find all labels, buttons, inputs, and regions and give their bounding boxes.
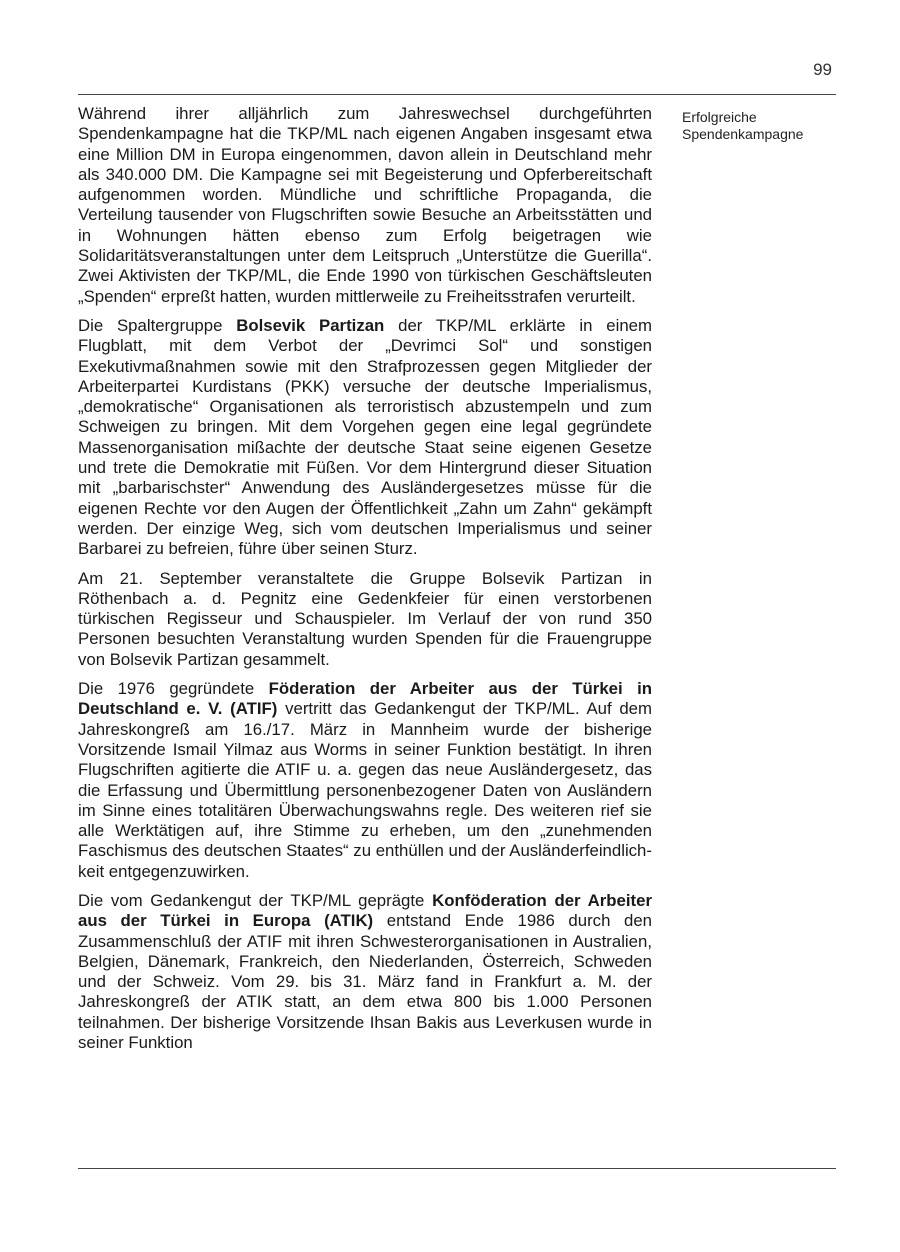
paragraph-text: der TKP/ML erklärte in einem Flugblatt, mit dem Verbot der „Devrimci Sol“ und sonstigen Exekutivmaßnahmen sowie mit den Strafprozessen gegen Mitglieder der Arbeiterpartei Kurdistans (PKK) versuche der deutsche Imperialismus, „demokratische“ Organisationen als terroristisch abzustempeln und zum Schweigen zu bringen. Mit dem Vorgehen gegen eine legal gegründete Massenorganisation mißachte der deutsche Staat seine eigenen Gesetze und trete die Demokratie mit Füßen. Vor dem Hintergrund dieser Situation mit „barbarischster“ Anwendung des Ausländergesetzes müsse für die eigenen Rechte vor den Augen der Öffentlichkeit „Zahn um Zahn“ gekämpft werden. Der einzige Weg, sich vom deutschen Imperialismus und seiner Barbarei zu befreien, führe über seinen Sturz. (78, 315, 652, 559)
footer-rule (78, 1168, 836, 1169)
body-text (78, 104, 652, 1062)
margin-note-line: Spendenkampagne (682, 126, 804, 142)
paragraph-text: Die vom Gedankengut der TKP/ML geprägte (78, 890, 433, 910)
paragraph (78, 316, 652, 560)
organization-name: Konföderation der Arbeiter aus der Türkei in Europa (ATIK) (78, 890, 652, 931)
header-rule (78, 94, 836, 95)
paragraph (78, 679, 652, 882)
paragraph: Am 21. September veranstaltete die Gruppe Bolsevik Partizan in Röthenbach a. d. Pegnitz eine Gedenkfeier für einen verstorbenen türkischen Regisseur und Schauspieler. Im Verlauf der von rund 350 Personen besuchten Veranstaltung wurden Spenden für die Frauengruppe von Bolsevik Partizan gesammelt. (78, 568, 652, 669)
paragraph-text: Die 1976 gegründete (78, 679, 269, 699)
page-number: 99 (813, 60, 832, 79)
organization-name: Bolsevik Partizan (236, 315, 385, 335)
paragraph-text: Die Spaltergruppe (78, 315, 237, 335)
paragraph: Während ihrer alljährlich zum Jahreswechsel durchgeführten Spendenkampagne hat die TKP/ML nach eigenen Angaben insgesamt etwa eine Million DM in Europa eingenommen, davon allein in Deutschland mehr als 340.000 DM. Die Kampagne sei mit Begeisterung und Opferbereitschaft aufgenommen worden. Mündliche und schriftliche Propaganda, die Verteilung tausender von Flugschriften sowie Besuche an Arbeitsstätten und in Wohnungen hätten ebenso zum Erfolg beigetragen wie Solidaritätsveranstaltungen unter dem Leitspruch „Unterstütze die Guerilla“. Zwei Aktivisten der TKP/ML, die Ende 1990 von türkischen Geschäftsleuten „Spenden“ erpreßt hatten, wurden mittlerweile zu Freiheitsstrafen verurteilt. (78, 104, 652, 306)
margin-note (682, 109, 852, 143)
organization-name: Föderation der Arbeiter aus der Türkei in Deutschland e. V. (ATIF) (78, 679, 652, 719)
paragraph-text: vertritt das Gedankengut der TKP/ML. Auf dem Jahreskongreß am 16./17. März in Mannheim wurde der bisherige Vorsitzende Ismail Yilmaz aus Worms in seiner Funktion bestätigt. In ihren Flugschriften agitierte die ATIF u. a. gegen das neue Ausländergesetz, das die Erfassung und Übermittlung personenbezogener Daten von Ausländern im Sinne eines totalitären Überwachungswahns regle. Des weiteren rief sie alle Werktätigen auf, ihre Stimme zu erheben, um den „zunehmenden Faschismus des deutschen Staates“ zu enthüllen und der Ausländerfeindlichkeit entgegenzuwirken. (78, 699, 652, 881)
paragraph (78, 891, 652, 1053)
paragraph-text: entstand Ende 1986 durch den Zusammenschluß der ATIF mit ihren Schwesterorganisationen in Australien, Belgien, Dänemark, Frankreich, den Niederlanden, Österreich, Schweden und der Schweiz. Vom 29. bis 31. März fand in Frankfurt a. M. der Jahreskongreß der ATIK statt, an dem etwa 800 bis 1.000 Personen teilnahmen. Der bisherige Vorsitzende Ihsan Bakis aus Leverkusen wurde in seiner Funktion (78, 911, 652, 1053)
margin-note-line: Erfolgreiche (682, 109, 757, 125)
